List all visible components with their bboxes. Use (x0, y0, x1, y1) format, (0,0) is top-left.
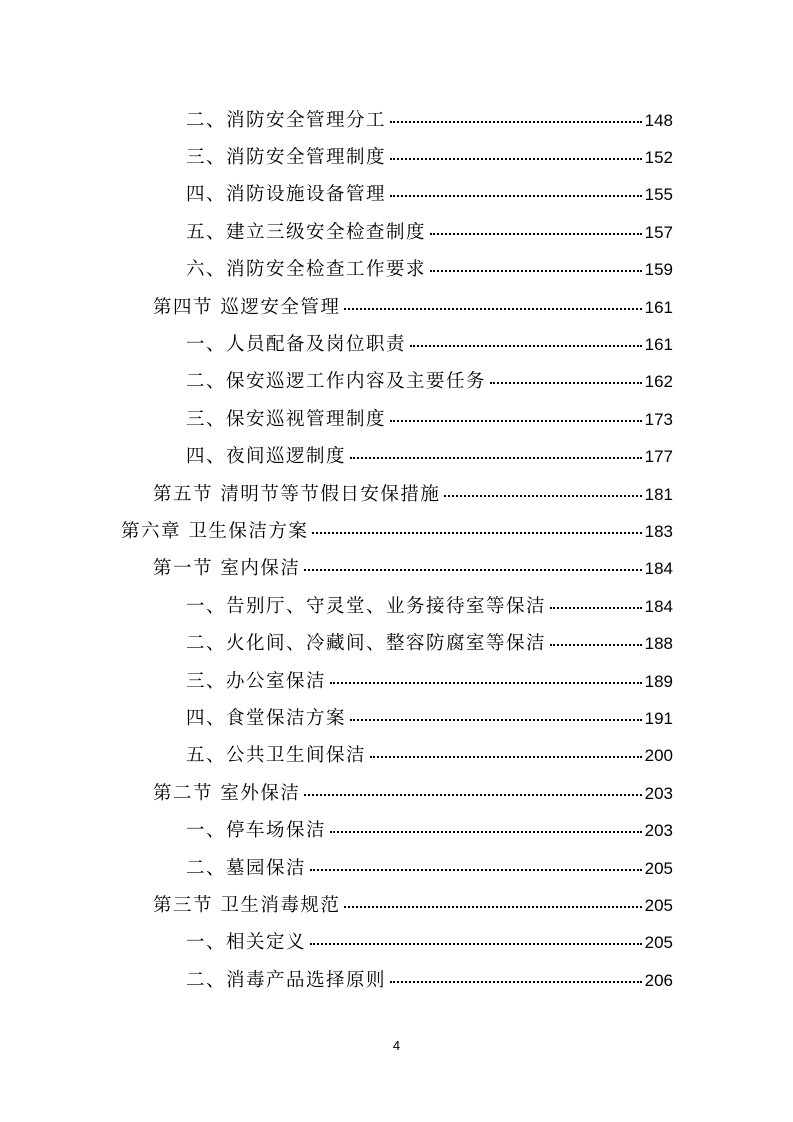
toc-entry-line (186, 854, 793, 880)
toc-entry[interactable] (0, 250, 793, 287)
toc-entry[interactable] (0, 324, 793, 361)
toc-entry-line (186, 218, 793, 244)
toc-entry-title: 第五节 清明节等节假日安保措施 (153, 483, 441, 505)
toc-entry-line (153, 554, 793, 580)
toc-entry-line (186, 180, 793, 206)
toc-entry-line (153, 480, 793, 506)
toc-entry-page-number: 200 (644, 746, 673, 766)
toc-entry-page-number: 191 (644, 708, 673, 728)
toc-entry[interactable] (0, 137, 793, 174)
toc-entry-title: 一、相关定义 (186, 932, 307, 954)
toc-dot-leader (312, 532, 641, 534)
toc-dot-leader (330, 682, 642, 684)
toc-entry-page-number: 148 (644, 110, 673, 130)
toc-dot-leader (310, 943, 642, 945)
toc-entry-line (186, 704, 793, 730)
toc-dot-leader (330, 831, 642, 833)
toc-entry-title: 二、消毒产品选择原则 (186, 969, 387, 991)
toc-entry-page-number: 157 (644, 222, 673, 242)
toc-entry-line (186, 255, 793, 281)
toc-dot-leader (370, 756, 642, 758)
toc-entry[interactable] (0, 736, 793, 773)
toc-dot-leader (304, 569, 641, 571)
toc-entry-title: 第四节 巡逻安全管理 (153, 296, 341, 318)
toc-dot-leader (390, 981, 642, 983)
toc-entry-page-number: 205 (644, 858, 673, 878)
toc-entry-line (186, 106, 793, 132)
toc-entry-page-number: 162 (644, 372, 673, 392)
toc-dot-leader (304, 794, 641, 796)
toc-entry-title: 六、消防安全检查工作要求 (186, 259, 427, 281)
toc-entry-page-number: 159 (644, 260, 673, 280)
toc-dot-leader (344, 906, 641, 908)
toc-entry-title: 第二节 室外保洁 (153, 782, 301, 804)
toc-dot-leader (350, 719, 642, 721)
toc-entry-title: 第六章 卫生保洁方案 (121, 520, 309, 542)
toc-entry-title: 四、夜间巡逻制度 (186, 446, 347, 468)
toc-entry[interactable] (0, 100, 793, 137)
toc-entry-title: 一、人员配备及岗位职责 (186, 334, 407, 356)
toc-dot-leader (444, 495, 641, 497)
toc-entry-title: 五、建立三级安全检查制度 (186, 221, 427, 243)
toc-entry[interactable] (0, 698, 793, 735)
toc-entry[interactable] (0, 885, 793, 922)
toc-dot-leader (550, 644, 642, 646)
toc-entry-title: 三、消防安全管理制度 (186, 147, 387, 169)
toc-entry[interactable] (0, 212, 793, 249)
toc-entry[interactable] (0, 474, 793, 511)
toc-entry-page-number: 184 (644, 559, 673, 579)
toc-entry-title: 三、保安巡视管理制度 (186, 408, 387, 430)
toc-entry-page-number: 206 (644, 970, 673, 990)
toc-entry-line (153, 293, 793, 319)
toc-entry-page-number: 183 (644, 521, 673, 541)
toc-entry-line (186, 667, 793, 693)
toc-dot-leader (550, 607, 642, 609)
toc-entry-line (186, 928, 793, 954)
toc-entry-line (186, 741, 793, 767)
toc-entry[interactable] (0, 287, 793, 324)
toc-entry-page-number: 173 (644, 409, 673, 429)
toc-entry-line (186, 629, 793, 655)
toc-entry-page-number: 205 (644, 933, 673, 953)
toc-entry-page-number: 205 (644, 895, 673, 915)
toc-entry-title: 三、办公室保洁 (186, 670, 327, 692)
toc-entry-line (186, 367, 793, 393)
toc-entry-line (186, 592, 793, 618)
toc-dot-leader (350, 457, 642, 459)
toc-entry-title: 二、墓园保洁 (186, 857, 307, 879)
page-number: 4 (392, 1038, 401, 1053)
toc-entry-page-number: 161 (644, 297, 673, 317)
toc-entry-page-number: 189 (644, 671, 673, 691)
toc-entry-line (186, 966, 793, 992)
toc-entry[interactable] (0, 399, 793, 436)
toc-entry-line (153, 779, 793, 805)
toc-entry-line (186, 143, 793, 169)
toc-entry-line (186, 405, 793, 431)
toc-entry-page-number: 181 (644, 484, 673, 504)
toc-entry[interactable] (0, 437, 793, 474)
toc-dot-leader (410, 345, 642, 347)
toc-entry[interactable] (0, 661, 793, 698)
toc-entry-title: 一、告别厅、守灵堂、业务接待室等保洁 (186, 595, 547, 617)
toc-entry-line (153, 891, 793, 917)
toc-entry-title: 四、食堂保洁方案 (186, 707, 347, 729)
toc-entry-page-number: 184 (644, 596, 673, 616)
toc-entry[interactable] (0, 960, 793, 997)
toc-entry-line (186, 442, 793, 468)
toc-entry-line (186, 816, 793, 842)
toc-dot-leader (390, 420, 642, 422)
toc-entry[interactable] (0, 175, 793, 212)
toc-entry-title: 二、火化间、冷藏间、整容防腐室等保洁 (186, 633, 547, 655)
toc-entry[interactable] (0, 511, 793, 548)
toc-entry-title: 一、停车场保洁 (186, 820, 327, 842)
toc-dot-leader (430, 233, 642, 235)
toc-entry-page-number: 177 (644, 447, 673, 467)
toc-entry[interactable] (0, 362, 793, 399)
toc-entry-page-number: 152 (644, 148, 673, 168)
toc-entry[interactable] (0, 773, 793, 810)
table-of-contents (0, 100, 793, 997)
toc-entry-line (186, 330, 793, 356)
toc-entry[interactable] (0, 810, 793, 847)
toc-entry-title: 四、消防设施设备管理 (186, 184, 387, 206)
toc-dot-leader (430, 270, 642, 272)
toc-entry-page-number: 203 (644, 821, 673, 841)
toc-entry-title: 五、公共卫生间保洁 (186, 745, 367, 767)
toc-entry-title: 二、消防安全管理分工 (186, 109, 387, 131)
toc-entry-page-number: 161 (644, 335, 673, 355)
toc-entry-title: 第一节 室内保洁 (153, 558, 301, 580)
toc-entry[interactable] (0, 549, 793, 586)
toc-entry-page-number: 155 (644, 185, 673, 205)
toc-dot-leader (344, 308, 641, 310)
toc-dot-leader (390, 158, 642, 160)
toc-entry[interactable] (0, 848, 793, 885)
toc-dot-leader (390, 121, 642, 123)
toc-entry[interactable] (0, 623, 793, 660)
toc-dot-leader (390, 195, 642, 197)
toc-entry-title: 第三节 卫生消毒规范 (153, 894, 341, 916)
toc-entry-line (121, 517, 793, 543)
toc-entry-title: 二、保安巡逻工作内容及主要任务 (186, 371, 487, 393)
toc-entry[interactable] (0, 923, 793, 960)
toc-entry-page-number: 203 (644, 783, 673, 803)
toc-dot-leader (310, 869, 642, 871)
toc-entry[interactable] (0, 586, 793, 623)
toc-dot-leader (490, 382, 642, 384)
toc-entry-page-number: 188 (644, 634, 673, 654)
